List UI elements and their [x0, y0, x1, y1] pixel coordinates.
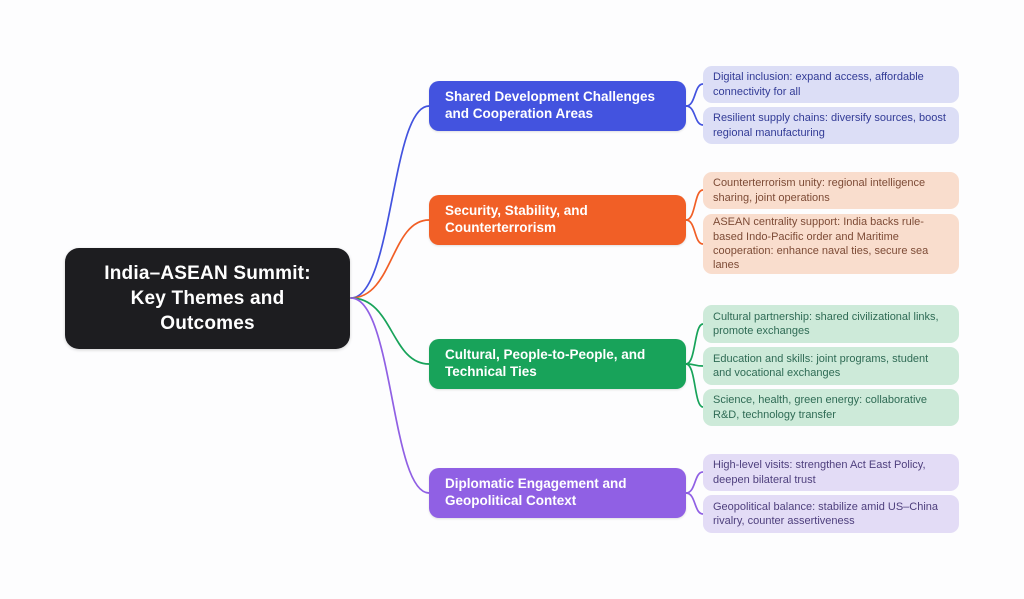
- branch-node-diplomatic-geopolitical[interactable]: [429, 468, 686, 518]
- branch-node-cultural-technical[interactable]: [429, 339, 686, 389]
- leaf-node-science-health-energy[interactable]: [703, 389, 959, 426]
- branch-node-label: Shared Development Challenges and Cooperation Areas: [445, 89, 656, 121]
- leaf-node-text: Digital inclusion: expand access, affordable connectivity for all: [713, 71, 924, 98]
- leaf-node-text: Science, health, green energy: collaborative R&D, technology transfer: [713, 394, 928, 421]
- leaf-node-cultural-partnership[interactable]: [703, 305, 959, 343]
- connector-root-branch-1: [351, 220, 429, 298]
- leaf-node-text: Cultural partnership: shared civilizational links, promote exchanges: [713, 310, 939, 337]
- leaf-node-geopolitical-balance[interactable]: [703, 495, 959, 533]
- connector-root-branch-0: [351, 106, 429, 298]
- connector-branch2-leaf0: [686, 324, 703, 364]
- leaf-node-high-level-visits[interactable]: [703, 454, 959, 491]
- connector-branch1-leaf0: [686, 190, 703, 220]
- connector-branch1-leaf1: [686, 220, 703, 244]
- branch-node-label: Diplomatic Engagement and Geopolitical Context: [445, 476, 627, 508]
- leaf-node-asean-centrality[interactable]: [703, 214, 959, 274]
- branch-node-label: Security, Stability, and Counterterrorism: [445, 203, 588, 235]
- connector-branch0-leaf0: [686, 84, 703, 106]
- connector-root-branch-2: [351, 298, 429, 364]
- leaf-node-counterterrorism-unity[interactable]: [703, 172, 959, 209]
- connector-branch3-leaf0: [686, 472, 703, 493]
- root-node-label: India–ASEAN Summit: Key Themes and Outcomes: [104, 262, 311, 335]
- leaf-node-text: Counterterrorism unity: regional intelligence sharing, joint operations: [713, 177, 926, 204]
- connector-branch2-leaf1: [686, 364, 703, 366]
- root-node[interactable]: [65, 248, 350, 349]
- connector-branch0-leaf1: [686, 106, 703, 125]
- connector-branch3-leaf1: [686, 493, 703, 514]
- leaf-node-text: Geopolitical balance: stabilize amid US–China rivalry, counter assertiveness: [713, 500, 939, 527]
- leaf-node-education-skills[interactable]: [703, 347, 959, 385]
- leaf-node-text: Resilient supply chains: diversify sources, boost regional manufacturing: [713, 112, 946, 139]
- connector-branch2-leaf2: [686, 364, 703, 407]
- leaf-node-text: Education and skills: joint programs, student and vocational exchanges: [713, 352, 929, 379]
- branch-node-label: Cultural, People-to-People, and Technical Ties: [445, 347, 646, 379]
- connector-root-branch-3: [351, 298, 429, 493]
- branch-node-shared-development[interactable]: [429, 81, 686, 131]
- leaf-node-text: High-level visits: strengthen Act East Policy, deepen bilateral trust: [713, 459, 926, 486]
- leaf-node-digital-inclusion[interactable]: [703, 66, 959, 103]
- leaf-node-text: ASEAN centrality support: India backs rule-based Indo-Pacific order and Maritime cooperation: enhance naval ties, secure sea lanes: [713, 216, 929, 272]
- leaf-node-resilient-supply-chains[interactable]: [703, 107, 959, 144]
- branch-node-security-stability[interactable]: [429, 195, 686, 245]
